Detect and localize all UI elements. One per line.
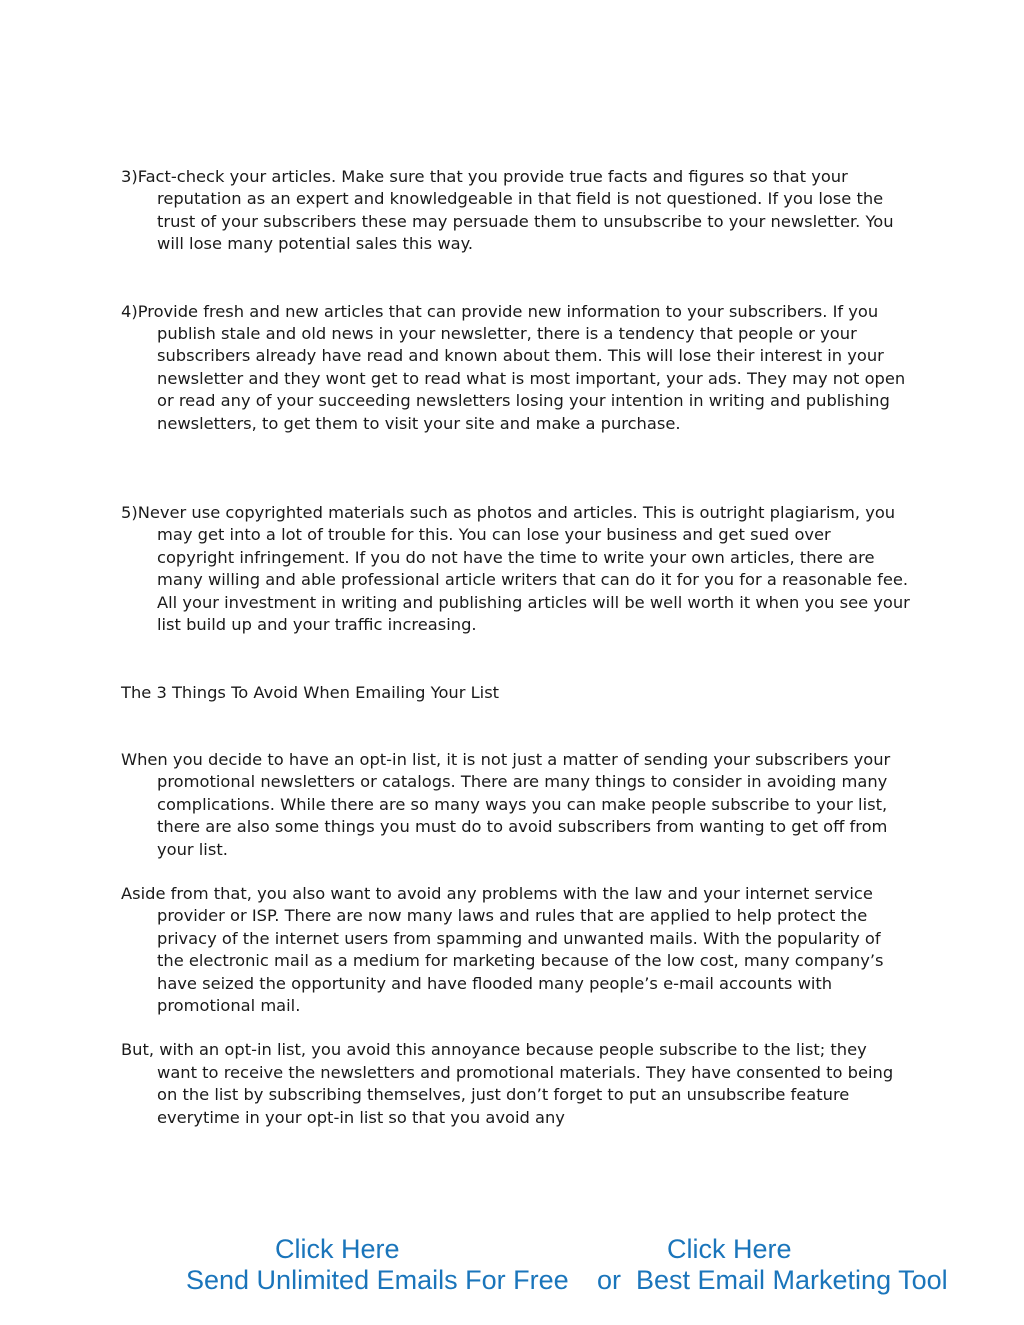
paragraph-copyright: 5)Never use copyrighted materials such as photos and articles. This is outright plagiarism, you may get into a lot of trouble for this. You can lose your business and get sued over copyright infringement. If you do not have the time to write your own articles, there are many willing and able professional article writers that can do it for you for a reasonable fee. All your investment in writing and publishing articles will be well worth it when you see your list build up and your traffic increasing.: [121, 503, 910, 635]
document-body: [121, 166, 911, 1129]
paragraph-fresh-articles: 4)Provide fresh and new articles that can provide new information to your subscribers. If you publish stale and old news in your newsletter, there is a tendency that people or your subscribers already have read and known about them. This will lose their interest in your newsletter and they wont get to read what is most important, your ads. They may not open or read any of your succeeding newsletters losing your intention in writing and publishing newsletters, to get them to visit your site and make a purchase.: [121, 301, 906, 433]
click-here-link-right[interactable]: Click Here: [667, 1234, 792, 1264]
paragraph-law-isp: Aside from that, you also want to avoid any problems with the law and your internet service provider or ISP. There are now many laws and rules that are applied to help protect the privacy of the internet users from spamming and unwanted mails. With the popularity of the electronic mail as a medium for marketing because of the low cost, many company’s have seized the opportunity and have flooded many people’s e-mail accounts with promotional mail.: [121, 883, 884, 1015]
click-here-link-left[interactable]: Click Here: [275, 1234, 400, 1264]
send-unlimited-emails-link[interactable]: Send Unlimited Emails For Free: [186, 1265, 569, 1295]
section-heading: The 3 Things To Avoid When Emailing Your List: [121, 682, 500, 702]
best-email-marketing-tool-link[interactable]: Best Email Marketing Tool: [636, 1265, 948, 1295]
or-connector: or: [597, 1265, 622, 1295]
paragraph-fact-check: 3)Fact-check your articles. Make sure that you provide true facts and figures so that your reputation as an expert and knowledgeable in that field is not questioned. If you lose the trust of your subscribers these may persuade them to unsubscribe to your newsletter. You will lose many potential sales this way.: [121, 167, 894, 254]
paragraph-opt-in: When you decide to have an opt-in list, it is not just a matter of sending your subscribers your promotional newsletters or catalogs. There are many things to consider in avoiding many complications. While there are so many ways you can make people subscribe to your list, there are also some things you must do to avoid subscribers from wanting to get off from your list.: [121, 749, 891, 859]
paragraph-annoyance: But, with an opt-in list, you avoid this annoyance because people subscribe to the list; they want to receive the newsletters and promotional materials. They have consented to being on the list by subscribing themselves, just don’t forget to put an unsubscribe feature everytime in your opt-in list so that you avoid any: [121, 1040, 894, 1127]
